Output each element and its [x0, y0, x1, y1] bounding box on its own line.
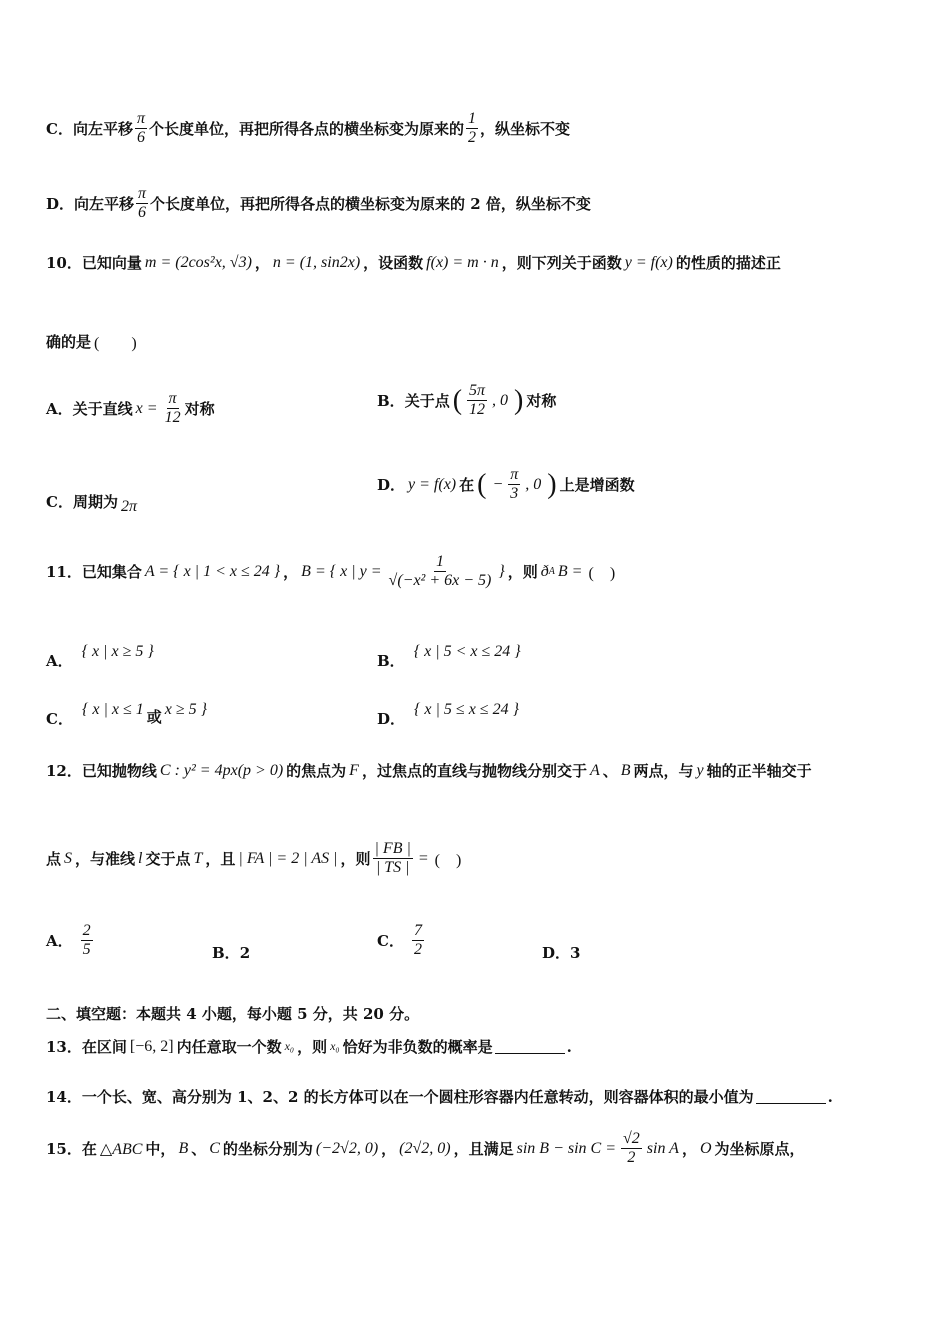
math-expr: x ≥ 5 } — [164, 700, 208, 718]
stem-text: 内任意取一个数 — [176, 1038, 282, 1056]
q10-option-b — [377, 382, 556, 419]
option-label: C． — [46, 710, 73, 728]
fraction-pi-12 — [163, 390, 183, 427]
option-value: 2 — [239, 943, 251, 962]
option-label: C． — [46, 120, 73, 138]
option-label: B． — [212, 944, 240, 962]
option-label: D． — [377, 710, 406, 728]
math-expr: x = — [135, 399, 158, 417]
frac-den: 3 — [510, 485, 519, 502]
math-point-s: S — [64, 849, 73, 867]
q12-stem-cont — [46, 840, 910, 877]
frac-den: 5 — [82, 941, 91, 958]
paren-right-icon: ) — [514, 384, 524, 416]
option-text: 上是增函数 — [559, 476, 635, 494]
fraction-set-b — [387, 553, 494, 590]
option-label: C． — [46, 492, 73, 511]
frac-den: 2 — [413, 941, 422, 958]
math-point-a: A — [589, 761, 600, 779]
math-curve: C : y² = 4px(p > 0) — [159, 761, 284, 779]
option-text: 关于点 — [404, 392, 450, 410]
answer-paren: ( ) — [588, 565, 616, 582]
fraction-1-2 — [466, 110, 478, 147]
math-expr: { x | x ≥ 5 } — [81, 642, 154, 660]
q11-stem — [46, 553, 910, 590]
question-number: 15． — [46, 1140, 82, 1158]
stem-text: ，则 — [507, 563, 538, 581]
question-number: 12． — [46, 762, 82, 780]
q11-option-b — [377, 632, 524, 671]
q10-stem — [46, 252, 910, 273]
q9-option-c — [46, 110, 910, 147]
frac-den: √(−x² + 6x − 5) — [388, 572, 492, 589]
math-set-a: A = { x | 1 < x ≤ 24 } — [144, 562, 281, 580]
complement-symbol: ð — [540, 562, 549, 580]
q12-option-b — [212, 942, 250, 963]
math-expr: = — [417, 849, 429, 867]
q10-option-c — [46, 486, 140, 516]
math-expr: 2π — [120, 498, 137, 515]
stem-text: 确的是 — [46, 333, 92, 351]
math-point-coords: (2√2, 0) — [399, 1139, 451, 1157]
option-label: D． — [542, 944, 571, 962]
frac-den: 12 — [164, 409, 181, 426]
stem-text: 、 — [191, 1140, 207, 1158]
q10-option-a — [46, 390, 215, 427]
frac-num: π — [138, 185, 147, 202]
stem-text: ， — [283, 563, 299, 581]
option-text: 或 — [146, 708, 162, 726]
question-number: 14． — [46, 1088, 82, 1106]
math-expr: { x | 5 ≤ x ≤ 24 } — [414, 700, 519, 718]
q12-option-c — [377, 922, 426, 959]
stem-text: ， — [681, 1140, 697, 1158]
stem-text: ，与准线 — [75, 850, 136, 868]
frac-num: 5π — [469, 382, 486, 399]
q11-option-d — [377, 690, 522, 729]
math-expr: { x | x ≤ 1 — [81, 700, 144, 718]
option-label: B． — [377, 652, 405, 670]
option-label: B． — [377, 392, 405, 410]
answer-blank[interactable] — [756, 1089, 826, 1104]
math-expr: y = f(x) — [408, 475, 457, 493]
section-heading — [46, 1003, 910, 1024]
option-label: A． — [46, 932, 73, 950]
question-number: 11． — [46, 563, 82, 581]
option-value: 3 — [570, 943, 581, 962]
option-text: ，纵坐标不变 — [480, 120, 571, 138]
frac-den: 6 — [136, 129, 145, 146]
math-equation: sin A — [646, 1139, 679, 1157]
option-text: 在 — [459, 476, 475, 494]
fraction-pi-6 — [136, 185, 148, 222]
frac-den: 6 — [138, 204, 147, 221]
math-f-def: f(x) = m · n — [426, 253, 499, 271]
math-point-f: F — [349, 761, 359, 779]
math-interval: [−6, 2] — [129, 1037, 174, 1055]
math-expr: B = — [557, 562, 583, 580]
stem-text: ，且 — [205, 850, 236, 868]
stem-text: ，设函数 — [363, 254, 424, 272]
stem-text: 轴的正半轴交于 — [706, 762, 812, 780]
answer-paren: ( ) — [434, 852, 462, 869]
math-x0: x₀ — [284, 1039, 295, 1053]
question-number: 10． — [46, 254, 82, 272]
math-point-b: B — [620, 761, 631, 779]
option-label: C． — [377, 932, 404, 950]
frac-num: 2 — [82, 922, 91, 939]
fraction-fb-ts — [373, 840, 413, 877]
math-point-t: T — [193, 849, 203, 867]
math-axis-y: y — [696, 761, 704, 779]
fraction-pi-6 — [135, 110, 147, 147]
option-text: 向左平移 — [74, 195, 135, 213]
option-text: 个长度单位，再把所得各点的横坐标变为原来的 2 倍，纵坐标不变 — [150, 195, 591, 213]
math-expr: , 0 — [492, 391, 509, 409]
stem-text: 为坐标原点， — [714, 1140, 805, 1158]
stem-text: ，则下列关于函数 — [501, 254, 622, 272]
stem-text: . — [566, 1037, 572, 1056]
frac-den: 2 — [468, 129, 476, 146]
option-text: 个长度单位，再把所得各点的横坐标变为原来的 — [148, 120, 464, 138]
fraction-sqrt2-2 — [621, 1130, 642, 1167]
complement-subscript: A — [548, 566, 555, 577]
math-line-l: l — [138, 849, 143, 867]
option-text: 周期为 — [72, 492, 118, 511]
fraction-5pi-12 — [467, 382, 487, 419]
stem-text: 已知集合 — [81, 563, 142, 581]
stem-text: 在区间 — [81, 1038, 127, 1056]
stem-text: 的性质的描述正 — [675, 254, 781, 272]
math-point-c: C — [209, 1139, 220, 1157]
math-triangle: △ABC — [99, 1140, 143, 1158]
paren-left-icon: ( — [452, 384, 463, 416]
option-text: 对称 — [184, 400, 215, 418]
frac-num: π — [136, 110, 145, 127]
q10-stem-cont — [46, 330, 910, 353]
q11-option-a — [46, 632, 157, 671]
stem-text: ， — [254, 254, 270, 272]
frac-num: √2 — [623, 1130, 640, 1147]
stem-text: 一个长、宽、高分别为 1、2、2 的长方体可以在一个圆柱形容器内任意转动，则容器体积的最小值为 — [81, 1088, 754, 1106]
q10-option-d — [377, 466, 635, 503]
stem-text: ，过焦点的直线与抛物线分别交于 — [361, 762, 587, 780]
fraction-2-5 — [81, 922, 93, 959]
stem-text: 已知抛物线 — [81, 762, 157, 780]
option-text: 关于直线 — [72, 400, 133, 418]
frac-den: 2 — [627, 1149, 636, 1166]
question-number: 13． — [46, 1038, 82, 1056]
stem-text: 中， — [145, 1140, 176, 1158]
option-text: 对称 — [526, 392, 557, 410]
math-n-vector: n = (1, sin2x) — [272, 253, 361, 271]
answer-blank[interactable] — [495, 1039, 565, 1054]
math-expr: { x | 5 < x ≤ 24 } — [413, 642, 521, 660]
stem-text: 的坐标分别为 — [222, 1140, 313, 1158]
fraction-pi-3 — [508, 466, 520, 503]
stem-text: 点 — [46, 850, 62, 868]
q13 — [46, 1036, 910, 1057]
frac-den: 12 — [469, 401, 486, 418]
q15 — [46, 1130, 910, 1167]
math-expr: , 0 — [525, 475, 542, 493]
stem-text: ，则 — [297, 1038, 328, 1056]
frac-den: | TS | — [375, 859, 410, 876]
frac-num: 7 — [413, 922, 422, 939]
math-y-def: y = f(x) — [624, 253, 673, 271]
math-expr: − — [492, 475, 504, 493]
stem-text: 已知向量 — [81, 254, 142, 272]
paren-right-icon: ) — [547, 468, 557, 500]
option-label: A． — [46, 400, 73, 418]
math-m-vector: m = (2cos²x, √3) — [144, 253, 252, 271]
q12-stem — [46, 760, 910, 781]
section-title: 二、填空题：本题共 4 小题，每小题 5 分，共 20 分。 — [46, 1005, 420, 1023]
stem-text: 的焦点为 — [286, 762, 347, 780]
stem-text: ，则 — [340, 850, 371, 868]
frac-num: π — [168, 390, 177, 407]
stem-text: ，且满足 — [453, 1140, 514, 1158]
answer-paren: ( ) — [94, 335, 137, 352]
frac-num: 1 — [468, 110, 476, 127]
frac-num: | FB | — [374, 840, 411, 857]
stem-text: . — [827, 1087, 833, 1106]
math-x0: x₀ — [330, 1039, 340, 1053]
q14 — [46, 1086, 910, 1107]
option-label: D． — [377, 476, 406, 494]
math-condition: | FA | = 2 | AS | — [238, 849, 338, 867]
frac-num: 1 — [435, 553, 444, 570]
math-equation: sin B − sin C = — [516, 1139, 617, 1157]
frac-num: π — [510, 466, 519, 483]
option-text: 向左平移 — [72, 120, 133, 138]
math-point-o: O — [699, 1139, 712, 1157]
stem-text: 交于点 — [145, 850, 191, 868]
paren-left-icon: ( — [477, 468, 487, 500]
stem-text: 、 — [602, 762, 618, 780]
fraction-7-2 — [412, 922, 424, 959]
stem-text: ， — [381, 1140, 397, 1158]
math-point-coords: (−2√2, 0) — [315, 1139, 379, 1157]
q9-option-d — [46, 185, 910, 222]
stem-text: 恰好为非负数的概率是 — [342, 1038, 493, 1056]
q12-option-d — [542, 942, 580, 963]
stem-text: 两点，与 — [633, 762, 694, 780]
q12-option-a — [46, 922, 95, 959]
option-label: A． — [46, 652, 73, 670]
q11-option-c — [46, 690, 210, 729]
math-point-b: B — [178, 1139, 189, 1157]
math-set-b-close: } — [498, 562, 505, 580]
math-set-b: B = { x | y = — [301, 562, 382, 580]
stem-text: 在 — [81, 1140, 97, 1158]
option-label: D． — [46, 195, 75, 213]
